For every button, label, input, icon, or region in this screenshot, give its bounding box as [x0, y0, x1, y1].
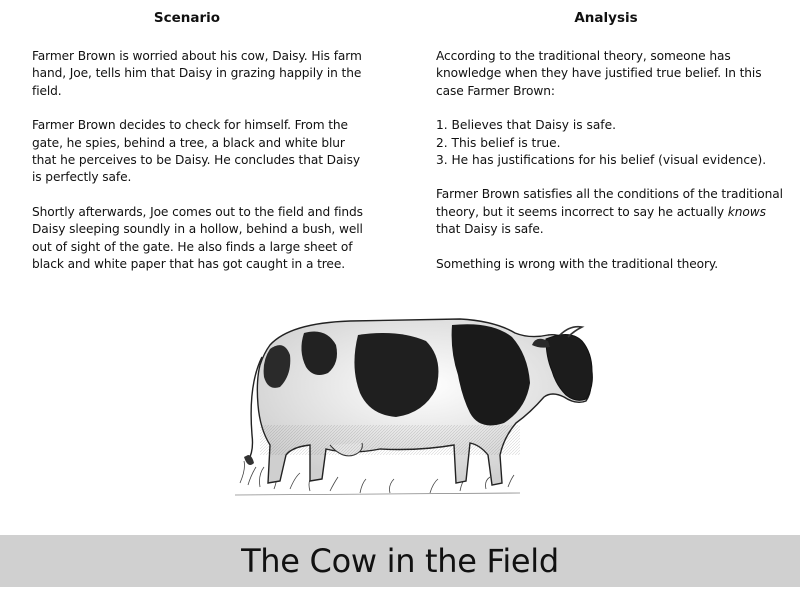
analysis-conclusion-post: that Daisy is safe.: [436, 222, 544, 237]
scenario-heading: Scenario: [153, 10, 221, 26]
analysis-conclusion: [436, 186, 786, 238]
analysis-heading: Analysis: [574, 10, 638, 26]
analysis-conclusion-emphasis: knows: [727, 204, 766, 219]
scenario-paragraph-3: Shortly afterwards, Joe comes out to the field and finds Daisy sleeping soundly in a hollow, behind a bush, well out of sight of the gate. He also finds a large sheet of black and white paper that has got caught in a tree.: [32, 204, 363, 272]
analysis-conclusion-pre: Farmer Brown satisfies all the conditions of the traditional theory, but it seems incorrect to say he actually: [436, 187, 783, 219]
analysis-condition-1: 1. Believes that Daisy is safe.: [436, 118, 616, 133]
scenario-paragraph-1: Farmer Brown is worried about his cow, Daisy. His farm hand, Joe, tells him that Daisy in grazing happily in the field.: [32, 49, 362, 98]
slide-title: The Cow in the Field: [241, 542, 559, 580]
analysis-conditions-list: [436, 117, 786, 169]
analysis-intro: According to the traditional theory, someone has knowledge when they have justified true belief. In this case Farmer Brown:: [436, 49, 762, 98]
scenario-paragraph-2: Farmer Brown decides to check for himself. From the gate, he spies, behind a tree, a black and white blur that he perceives to be Daisy. He concludes that Daisy is perfectly safe.: [32, 118, 360, 185]
title-bar: [0, 535, 800, 587]
analysis-condition-3: 3. He has justifications for his belief (visual evidence).: [436, 153, 767, 168]
analysis-column: [436, 10, 786, 290]
scenario-column: [32, 10, 372, 290]
cow-illustration: [230, 305, 600, 510]
analysis-final: Something is wrong with the traditional theory.: [436, 256, 719, 271]
analysis-condition-2: 2. This belief is true.: [436, 135, 561, 150]
